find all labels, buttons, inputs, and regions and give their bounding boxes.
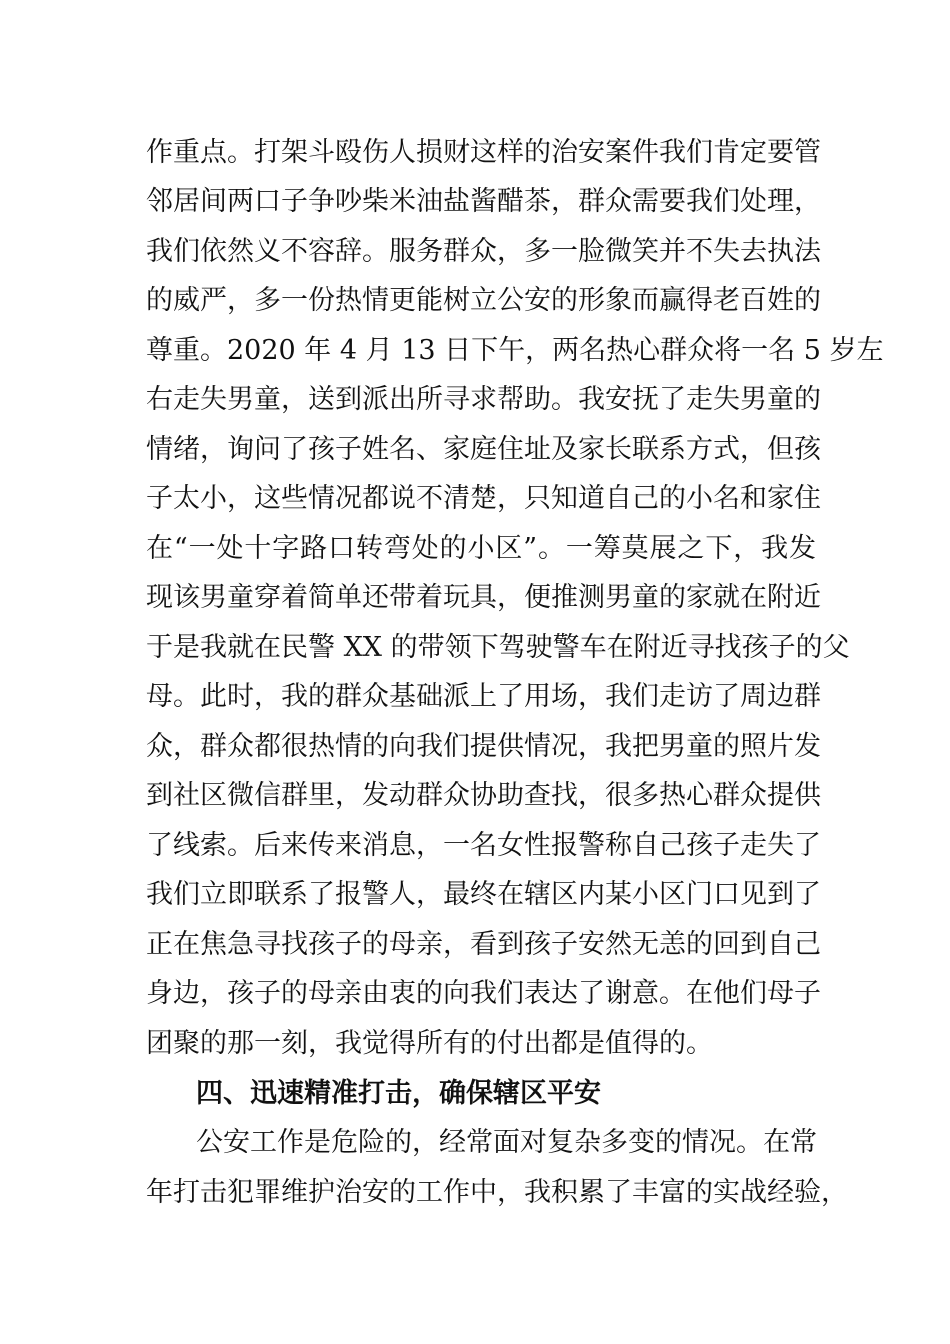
paragraph-line: 团聚的那一刻，我觉得所有的付出都是值得的。 bbox=[146, 1028, 713, 1059]
paragraph-line: 作重点。打架斗殴伤人损财这样的治安案件我们肯定要管 bbox=[146, 137, 821, 168]
paragraph-line: 右走失男童，送到派出所寻求帮助。我安抚了走失男童的 bbox=[146, 384, 821, 415]
paragraph-line: 公安工作是危险的，经常面对复杂多变的情况。在常 bbox=[196, 1127, 817, 1158]
paragraph-line: 我们依然义不容辞。服务群众，多一脸微笑并不失去执法 bbox=[146, 236, 821, 267]
paragraph-line: 尊重。2020 年 4 月 13 日下午，两名热心群众将一名 5 岁左 bbox=[146, 335, 884, 366]
paragraph-line: 到社区微信群里，发动群众协助查找，很多热心群众提供 bbox=[146, 780, 821, 811]
paragraph-line: 现该男童穿着简单还带着玩具，便推测男童的家就在附近 bbox=[146, 582, 821, 613]
paragraph-line: 情绪，询问了孩子姓名、家庭住址及家长联系方式，但孩 bbox=[146, 434, 821, 465]
paragraph-line: 母。此时，我的群众基础派上了用场，我们走访了周边群 bbox=[146, 681, 821, 712]
paragraph-line: 子太小，这些情况都说不清楚，只知道自己的小名和家住 bbox=[146, 483, 821, 514]
paragraph-line: 年打击犯罪维护治安的工作中，我积累了丰富的实战经验， bbox=[146, 1177, 848, 1208]
paragraph-line: 我们立即联系了报警人，最终在辖区内某小区门口见到了 bbox=[146, 879, 821, 910]
paragraph-line: 正在焦急寻找孩子的母亲，看到孩子安然无恙的回到自己 bbox=[146, 929, 821, 960]
section-heading: 四、迅速精准打击，确保辖区平安 bbox=[196, 1078, 601, 1109]
paragraph-line: 在“一处十字路口转弯处的小区”。一筹莫展之下，我发 bbox=[146, 533, 816, 564]
paragraph-line: 身边，孩子的母亲由衷的向我们表达了谢意。在他们母子 bbox=[146, 978, 821, 1009]
paragraph-line: 邻居间两口子争吵柴米油盐酱醋茶，群众需要我们处理， bbox=[146, 186, 821, 217]
paragraph-line: 于是我就在民警 XX 的带领下驾驶警车在附近寻找孩子的父 bbox=[146, 632, 850, 663]
paragraph-line: 众，群众都很热情的向我们提供情况，我把男童的照片发 bbox=[146, 731, 821, 762]
paragraph-line: 了线索。后来传来消息，一名女性报警称自己孩子走失了 bbox=[146, 830, 821, 861]
paragraph-line: 的威严，多一份热情更能树立公安的形象而赢得老百姓的 bbox=[146, 285, 821, 316]
